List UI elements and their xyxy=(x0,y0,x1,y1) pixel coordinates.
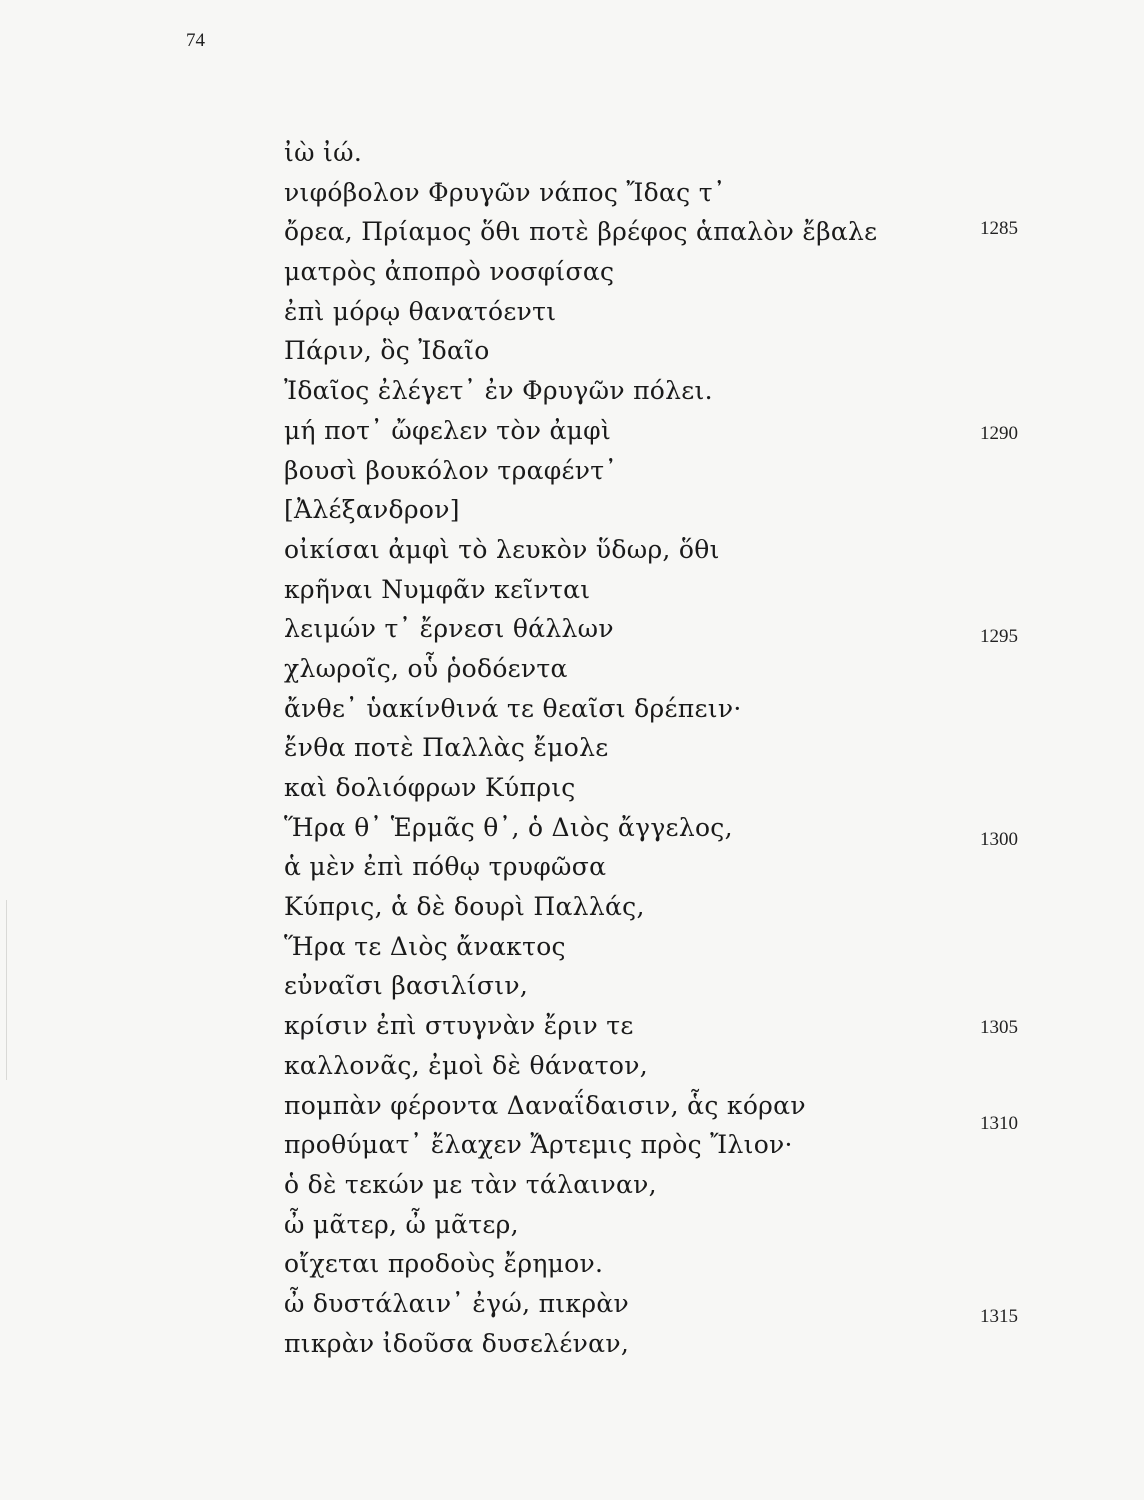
verse-line: ἄνθε᾽ ὑακίνθινά τε θεαῖσι δρέπειν· xyxy=(284,693,742,723)
verse-line: ὁ δὲ τεκών με τὰν τάλαιναν, xyxy=(284,1169,657,1199)
line-number: 1285 xyxy=(980,218,1018,239)
page-edge-shadow xyxy=(0,900,7,1080)
page-number: 74 xyxy=(186,30,205,51)
verse-line: πομπὰν φέροντα Δαναΐδαισιν, ἇς κόραν xyxy=(284,1090,806,1120)
line-number: 1315 xyxy=(980,1306,1018,1327)
verse-line: ἔνθα ποτὲ Παλλὰς ἔμολε xyxy=(284,733,609,763)
verse-line: πικρὰν ἰδοῦσα δυσελέναν, xyxy=(284,1328,630,1358)
verse-line: προθύματ᾽ ἔλαχεν Ἄρτεμις πρὸς Ἴλιον· xyxy=(284,1130,793,1160)
verse-line: Ἥρα τε Διὸς ἄνακτος xyxy=(284,931,566,961)
verse-line: Ἥρα θ᾽ Ἑρμᾶς θ᾽, ὁ Διὸς ἄγγελος, xyxy=(284,812,733,842)
verse-line: ὄρεα, Πρίαμος ὅθι ποτὲ βρέφος ἁπαλὸν ἔβαλε xyxy=(284,217,878,247)
verse-line: ἰὼ ἰώ. xyxy=(284,138,363,167)
verse-line: ἁ μὲν ἐπὶ πόθῳ τρυφῶσα xyxy=(284,852,607,882)
line-number: 1305 xyxy=(980,1017,1018,1038)
verse-line: μή ποτ᾽ ὤφελεν τὸν ἀμφὶ xyxy=(284,415,612,445)
verse-line: ὦ δυστάλαιν᾽ ἐγώ, πικρὰν xyxy=(284,1288,630,1318)
verse-line: Πάριν, ὃς Ἰδαῖο xyxy=(284,336,490,366)
verse-line: ὦ μᾶτερ, ὦ μᾶτερ, xyxy=(284,1209,519,1239)
line-number: 1300 xyxy=(980,829,1018,850)
verse-line: ματρὸς ἀποπρὸ νοσφίσας xyxy=(284,257,615,287)
verse-line: Κύπρις, ἁ δὲ δουρὶ Παλλάς, xyxy=(284,892,645,922)
verse-line: οἴχεται προδοὺς ἔρημον. xyxy=(284,1249,604,1279)
verse-line: νιφόβολον Φρυγῶν νάπος Ἴδας τ᾽ xyxy=(284,177,726,207)
verse-line: [Ἀλέξανδρον] xyxy=(284,495,460,525)
line-number: 1295 xyxy=(980,626,1018,647)
verse-line: κρίσιν ἐπὶ στυγνὰν ἔριν τε xyxy=(284,1011,634,1041)
verse-line: Ἰδαῖος ἐλέγετ᾽ ἐν Φρυγῶν πόλει. xyxy=(284,376,713,406)
verse-line: λειμών τ᾽ ἔρνεσι θάλλων xyxy=(284,614,614,644)
verse-line: καὶ δολιόφρων Κύπρις xyxy=(284,773,576,802)
verse-line: βουσὶ βουκόλον τραφέντ᾽ xyxy=(284,455,618,485)
verse-line: οἰκίσαι ἀμφὶ τὸ λευκὸν ὕδωρ, ὅθι xyxy=(284,534,720,564)
verse-line: καλλονᾶς, ἐμοὶ δὲ θάνατον, xyxy=(284,1050,648,1080)
verse-line: εὐναῖσι βασιλίσιν, xyxy=(284,971,529,1001)
line-number: 1310 xyxy=(980,1113,1018,1134)
verse-line: κρῆναι Νυμφᾶν κεῖνται xyxy=(284,574,591,604)
verse-text xyxy=(284,133,984,1363)
verse-line: ἐπὶ μόρῳ θανατόεντι xyxy=(284,296,557,326)
verse-line: χλωροῖς, οὗ ῥοδόεντα xyxy=(284,653,568,683)
line-number: 1290 xyxy=(980,423,1018,444)
